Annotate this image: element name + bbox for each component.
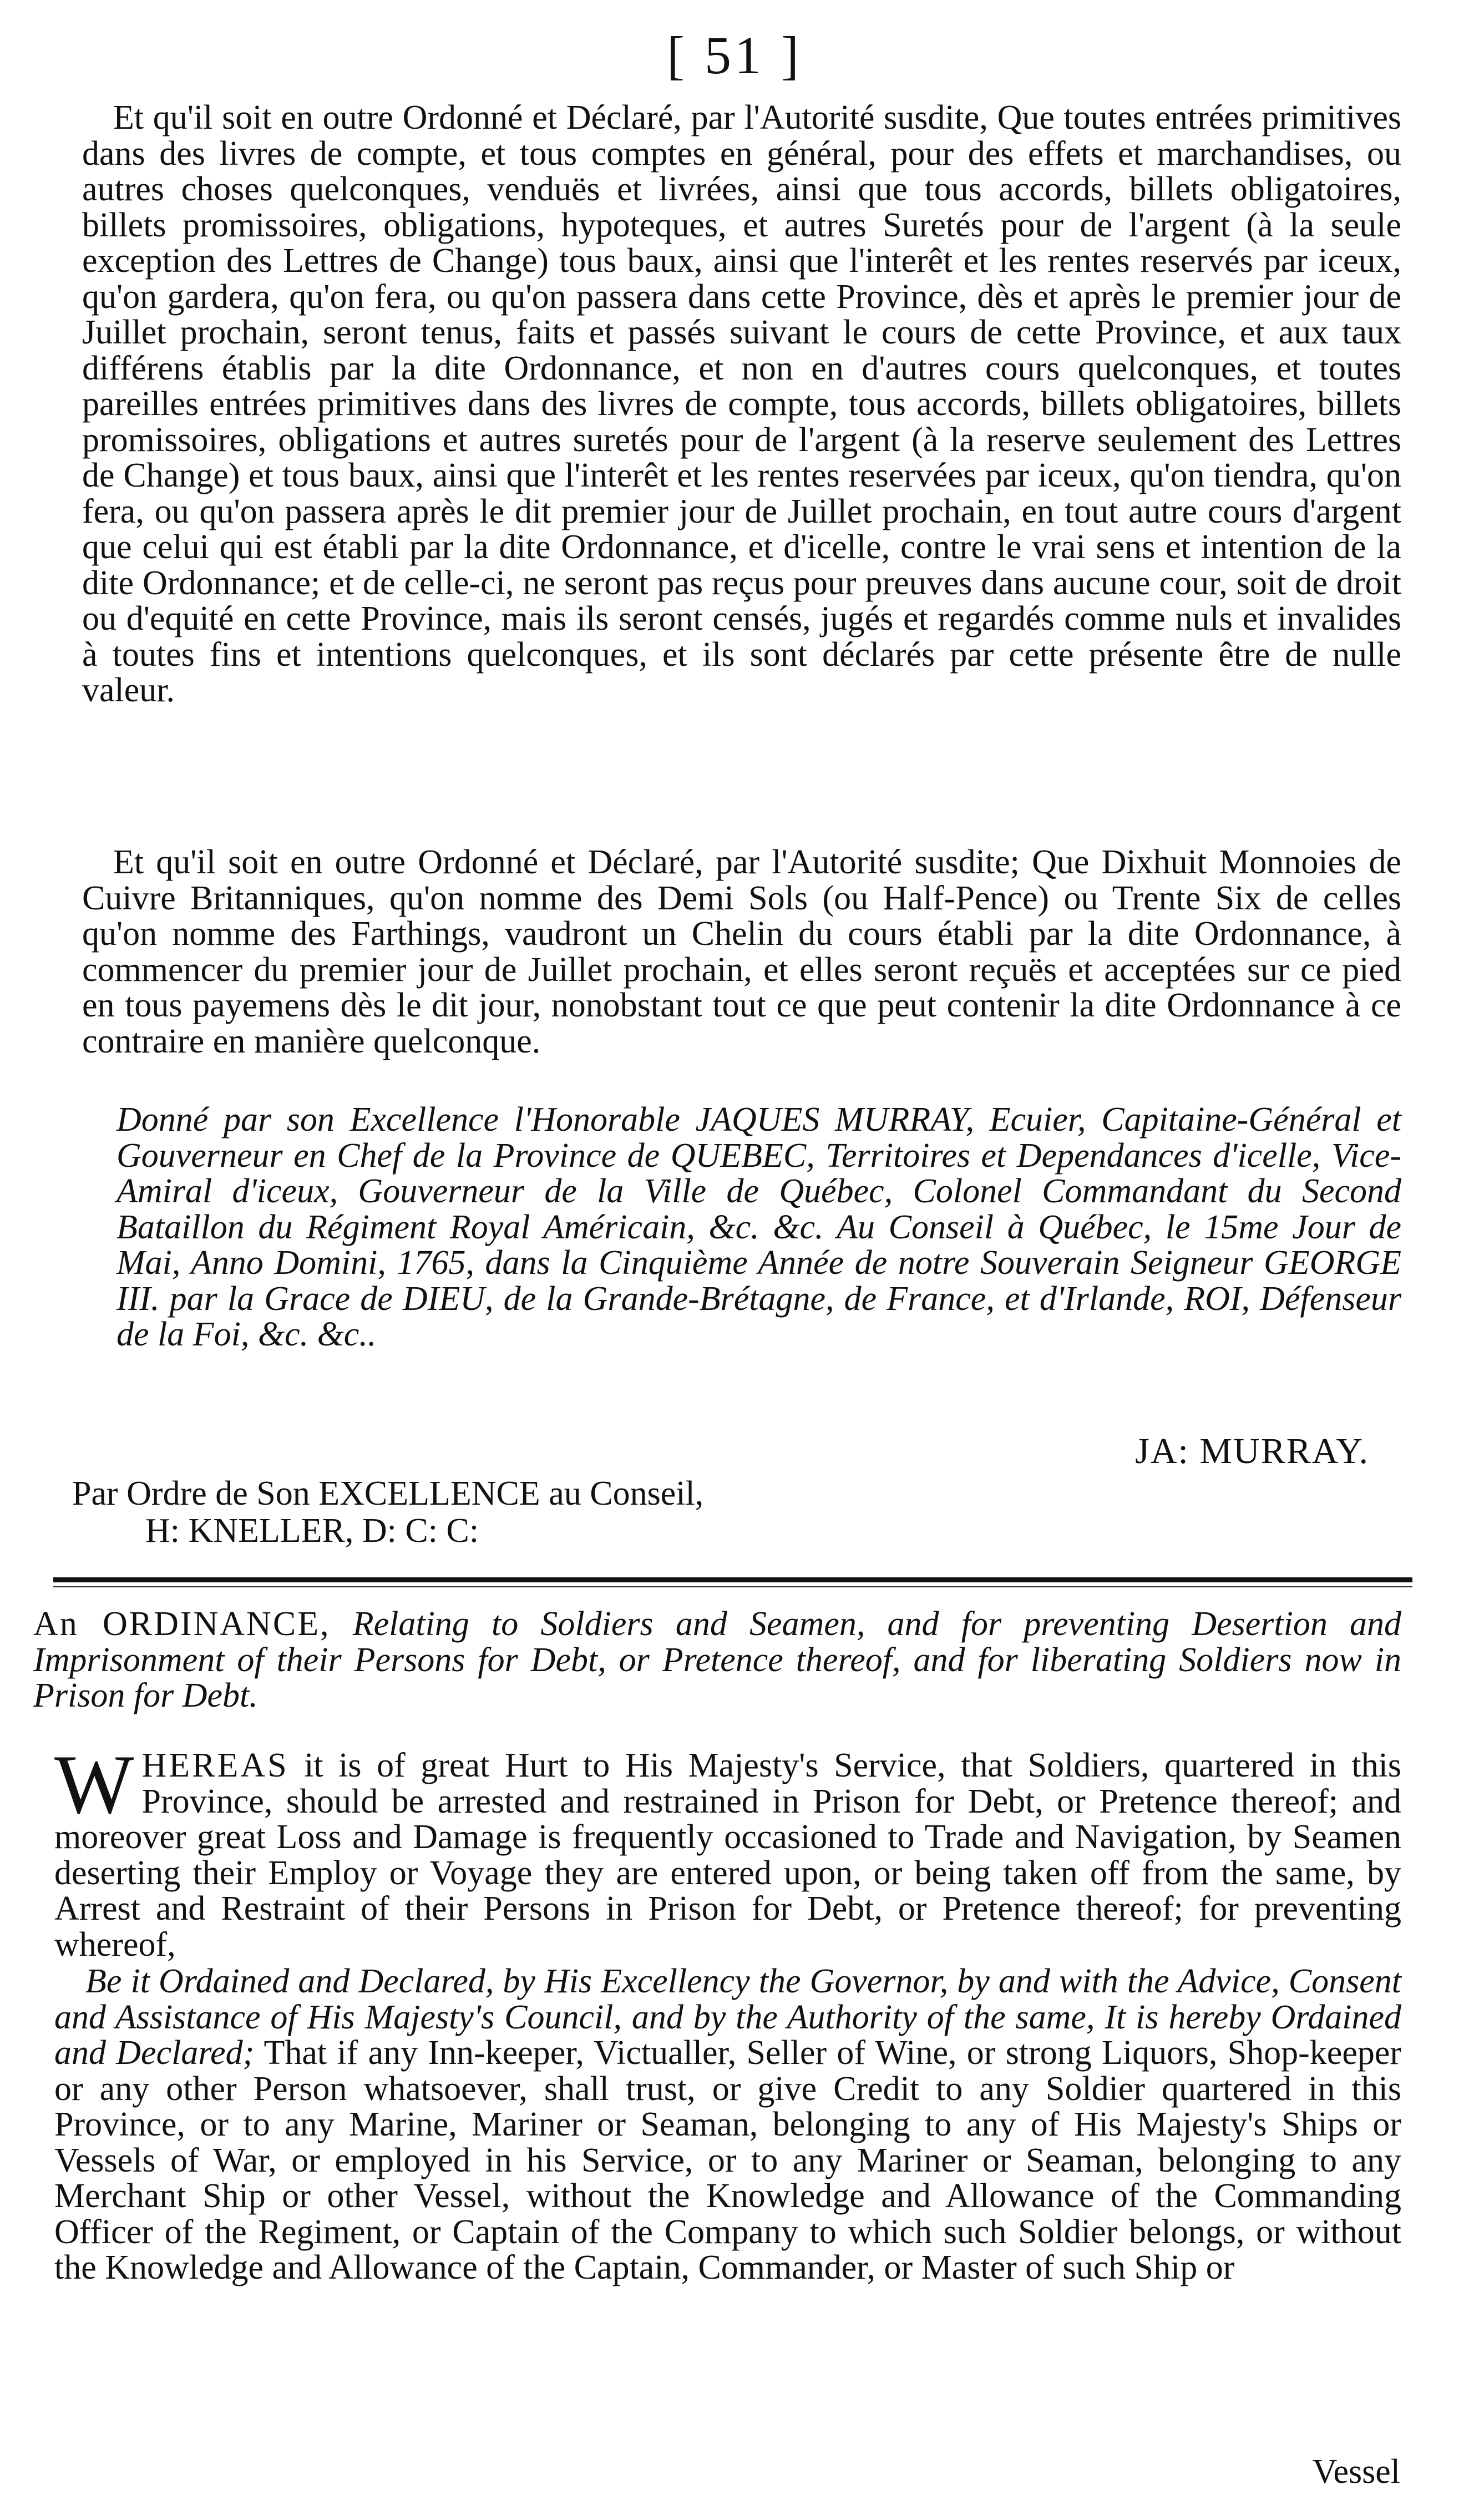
clause-paragraph: Et qu'il soit en outre Ordonné et Déclaré, par l'Autorité susdite, Que toutes entrées primitives dans des livres de compte, et tous comptes en général, pour des effets et marchandises, ou autres choses quelconques, venduës et livrées, ainsi que tous accords, billets obligatoires, billets promissoires, obligations, hypoteques, et autres Suretés pour de l'argent (à la seule exception des Lettres de Change) tous baux, ainsi que l'interêt et les rentes reservés par iceux, qu'on gardera, qu'on fera, ou qu'on passera dans cette Province, dès et après le premier jour de Juillet prochain, seront tenus, faits et passés suivant le cours de cette Province, et aux taux différens établis par la dite Ordonnance, et non en d'autres cours quelconques, et toutes pareilles entrées primitives dans des livres de compte, tous accords, billets obligatoires, billets promissoires, obligations et autres suretés pour de l'argent (à la reserve seulement des Lettres de Change) et tous baux, ainsi que l'interêt et les rentes reservées par iceux, qu'on tiendra, qu'on fera, ou qu'on passera après le dit premier jour de Juillet prochain, en tout autre cours d'argent que celui qui est établi par la dite Ordonnance, et d'icelle, contre le vrai sens et intention de la dite Ordonnance; et de celle-ci, ne seront pas reçus pour preuves dans aucune cour, soit de droit ou d'equité en cette Province, mais ils seront censés, jugés et regardés comme nuls et invalides à toutes fins et intentions quelconques, et ils sont déclarés par cette présente être de nulle valeur.: [82, 99, 1401, 709]
enacting-paragraph: [54, 1964, 1401, 2286]
page-number: [ 51 ]: [667, 26, 802, 85]
given-by-paragraph: [116, 1102, 1401, 1353]
clerk-signature: H: KNELLER, D: C: C:: [145, 1512, 479, 1550]
catchword: Vessel: [1312, 2453, 1400, 2491]
ordinance-clause-1: [82, 100, 1401, 709]
enacting-text: That if any Inn-keeper, Victualler, Seller of Wine, or strong Liquors, Shop-keeper or any other Person whatsoever, shall trust, or give Credit to any Soldier quartered in this Province, or to any Marine, Mariner or Seaman, belonging to any of His Majesty's Ships or Vessels of War, or employed in his Service, or to any Mariner or Seaman, belonging to any Merchant Ship or other Vessel, without the Knowledge and Allowance of the Commanding Officer of the Regiment, or Captain of the Company to which such Soldier belongs, or without the Knowledge and Allowance of the Captain, Commander, or Master of such Ship or: [54, 2034, 1402, 2286]
ordinance-clause-2: [82, 844, 1401, 1059]
ordinance-head: An ORDINANCE,: [33, 1605, 331, 1643]
given-by-text: Donné par son Excellence l'Honorable JAQUES MURRAY, Ecuier, Capitaine-Général et Gouverneur en Chef de la Province de QUEBEC, Territoires et Dependances d'icelle, Vice-Amiral d'iceux, Gouverneur de la Ville de Québec, Colonel Commandant du Second Bataillon du Régiment Royal Américain, &c. &c. Au Conseil à Québec, le 15me Jour de Mai, Anno Domini, 1765, dans la Cinquième Année de notre Souverain Seigneur GEORGE III. par la Grace de DIEU, de la Grande-Brétagne, de France, et d'Irlande, ROI, Défenseur de la Foi, &c. &c..: [116, 1101, 1401, 1353]
whereas-paragraph: [54, 1738, 1402, 1964]
ordinance-title: [33, 1606, 1401, 1714]
governor-signature: JA: MURRAY.: [1135, 1431, 1369, 1471]
drop-cap: W: [54, 1738, 134, 1831]
whereas-text: it is of great Hurt to His Majesty's Service, that Soldiers, quartered in this Province, should be arrested and restrained in Prison for Debt, or Pretence thereof; and moreover great Loss and Damage is frequently occasioned to Trade and Navigation, by Seamen deserting their Employ or Voyage they are entered upon, or being taken off from the same, by Arrest and Restraint of their Persons in Prison for Debt, or Pretence thereof; for preventing whereof,: [54, 1747, 1402, 1964]
whereas-lead: HEREAS: [141, 1747, 289, 1784]
enacting-formula: Be it Ordained and Declared, by His Excellency the Governor, by and with the Advice, Consent and Assistance of His Majesty's Council, and by the Authority of the same, It is hereby Ordained and Declared;: [54, 1962, 1401, 2072]
section-divider: [53, 1577, 1412, 1582]
section-divider-thin: [53, 1586, 1412, 1587]
clause-paragraph: Et qu'il soit en outre Ordonné et Déclaré, par l'Autorité susdite; Que Dixhuit Monnoies de Cuivre Britanniques, qu'on nomme des Demi Sols (ou Half-Pence) ou Trente Six de celles qu'on nomme des Farthings, vaudront un Chelin du cours établi par la dite Ordonnance, à commencer du premier jour de Juillet prochain, et elles seront reçuës et acceptées sur ce pied en tous payemens dès le dit jour, nonobstant tout ce que peut contenir la dite Ordonnance à ce contraire en manière quelconque.: [82, 843, 1401, 1060]
by-order-line: Par Ordre de Son EXCELLENCE au Conseil,: [72, 1475, 704, 1512]
ordinance-title-text: Relating to Soldiers and Seamen, and for preventing Desertion and Imprisonment of their Persons for Debt, or Pretence thereof, and for liberating Soldiers now in Prison for Debt.: [33, 1605, 1402, 1714]
